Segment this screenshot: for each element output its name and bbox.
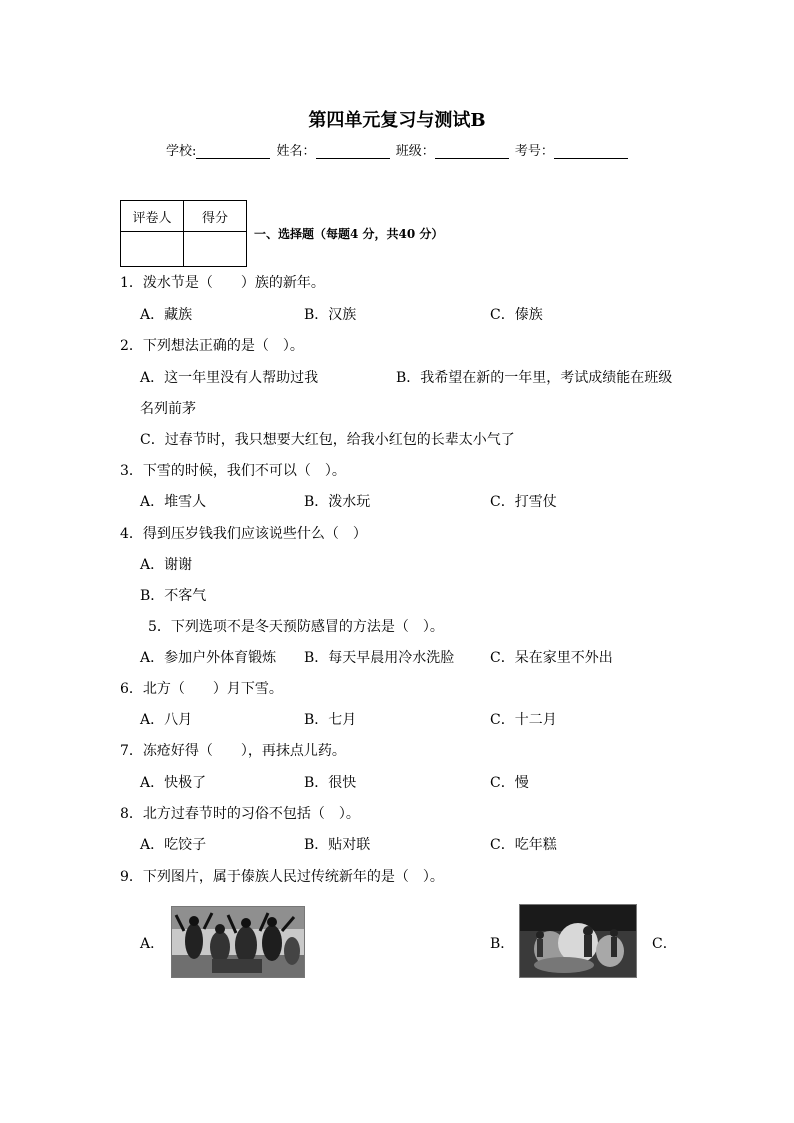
score-header: 得分 bbox=[184, 201, 247, 232]
q6-option-a[interactable]: A．八月 bbox=[140, 712, 193, 728]
q7-option-c[interactable]: C．慢 bbox=[490, 775, 529, 791]
q3-option-c[interactable]: C．打雪仗 bbox=[490, 494, 557, 510]
q5-option-b[interactable]: B．每天早晨用冷水洗脸 bbox=[304, 650, 455, 666]
school-blank[interactable] bbox=[196, 146, 270, 159]
name-label: 姓名： bbox=[276, 144, 316, 159]
score-table bbox=[120, 200, 247, 267]
q2-option-c[interactable]: C．过春节时，我只想要大红包，给我小红包的长辈太小气了 bbox=[140, 432, 515, 448]
question-4: 4．得到压岁钱我们应该说些什么（ ） bbox=[120, 526, 367, 542]
q8-option-b[interactable]: B．贴对联 bbox=[304, 837, 371, 853]
section-heading: 一、选择题（每题4 分，共40 分） bbox=[254, 227, 444, 241]
question-6: 6．北方（ ）月下雪。 bbox=[120, 681, 283, 697]
q1-option-a[interactable]: A．藏族 bbox=[140, 307, 193, 323]
student-info-line bbox=[166, 140, 630, 159]
q8-option-c[interactable]: C．吃年糕 bbox=[490, 837, 557, 853]
q4-option-b[interactable]: B．不客气 bbox=[140, 588, 207, 604]
q3-option-b[interactable]: B．泼水玩 bbox=[304, 494, 371, 510]
question-7: 7．冻疮好得（ ），再抹点儿药。 bbox=[120, 743, 346, 759]
question-3: 3．下雪的时候，我们不可以（ ）。 bbox=[120, 463, 346, 479]
q1-option-c[interactable]: C．傣族 bbox=[490, 307, 543, 323]
water-splashing-illustration bbox=[520, 905, 636, 977]
q7-option-b[interactable]: B．很快 bbox=[304, 775, 357, 791]
exam-no-blank[interactable] bbox=[554, 146, 628, 159]
name-blank[interactable] bbox=[316, 146, 390, 159]
q9-option-c[interactable]: C． bbox=[652, 936, 677, 952]
grader-cell[interactable] bbox=[121, 232, 184, 267]
class-label: 班级： bbox=[395, 144, 435, 159]
question-2: 2．下列想法正确的是（ ）。 bbox=[120, 338, 304, 354]
q6-option-b[interactable]: B．七月 bbox=[304, 712, 357, 728]
question-5: 5．下列选项不是冬天预防感冒的方法是（ ）。 bbox=[148, 619, 444, 635]
q5-option-c[interactable]: C．呆在家里不外出 bbox=[490, 650, 613, 666]
question-9: 9．下列图片，属于傣族人民过传统新年的是（ ）。 bbox=[120, 869, 444, 885]
q6-option-c[interactable]: C．十二月 bbox=[490, 712, 557, 728]
dance-festival-photo[interactable] bbox=[171, 906, 305, 978]
class-blank[interactable] bbox=[435, 146, 509, 159]
q4-option-a[interactable]: A．谢谢 bbox=[140, 557, 193, 573]
q2-option-a[interactable]: A．这一年里没有人帮助过我 bbox=[140, 370, 319, 386]
q5-option-a[interactable]: A．参加户外体育锻炼 bbox=[140, 650, 277, 666]
q3-option-a[interactable]: A．堆雪人 bbox=[140, 494, 207, 510]
school-label: 学校: bbox=[166, 144, 197, 159]
q9-option-a[interactable]: A． bbox=[140, 936, 165, 952]
q2-option-b-continued[interactable]: 名列前茅 bbox=[140, 401, 196, 417]
question-8: 8．北方过春节时的习俗不包括（ ）。 bbox=[120, 806, 360, 822]
grader-header: 评卷人 bbox=[121, 201, 184, 232]
exam-no-label: 考号： bbox=[514, 144, 554, 159]
page-title: 第四单元复习与测试B bbox=[308, 110, 486, 131]
question-1: 1．泼水节是（ ）族的新年。 bbox=[120, 275, 325, 291]
score-cell[interactable] bbox=[184, 232, 247, 267]
q9-option-b[interactable]: B． bbox=[490, 936, 515, 952]
water-splashing-photo[interactable] bbox=[519, 904, 637, 978]
q8-option-a[interactable]: A．吃饺子 bbox=[140, 837, 207, 853]
q1-option-b[interactable]: B．汉族 bbox=[304, 307, 357, 323]
q7-option-a[interactable]: A．快极了 bbox=[140, 775, 207, 791]
q2-option-b[interactable]: B．我希望在新的一年里，考试成绩能在班级 bbox=[396, 370, 673, 386]
dance-festival-illustration bbox=[172, 907, 304, 977]
